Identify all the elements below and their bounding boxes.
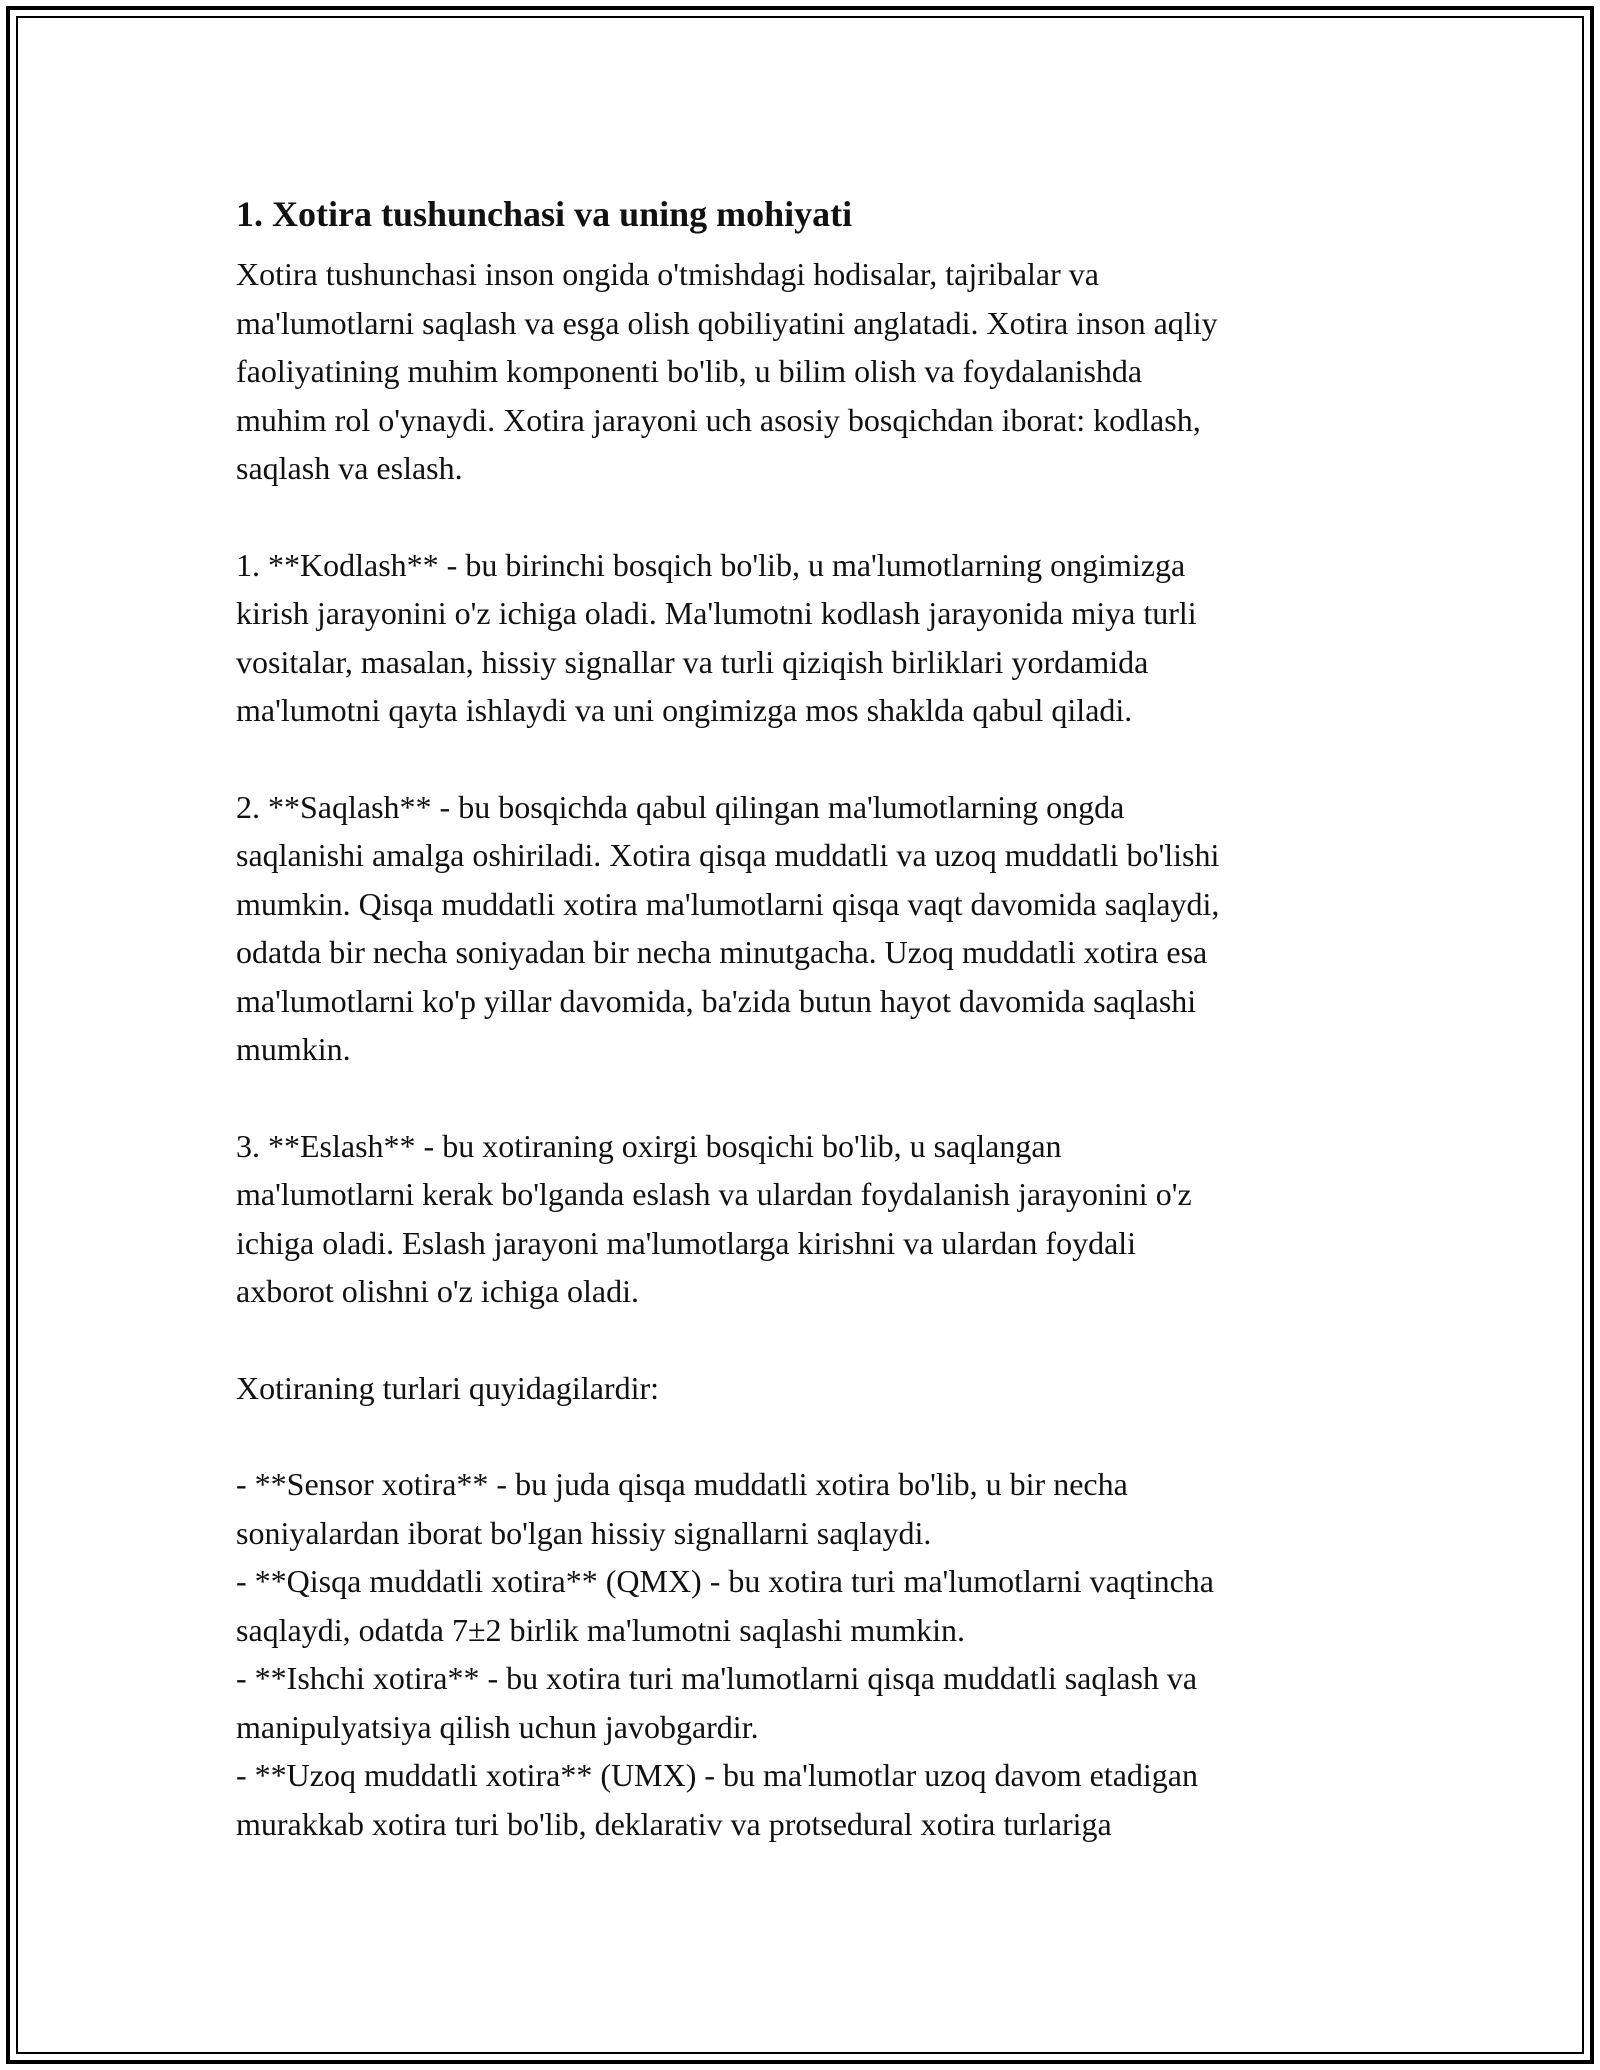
stage-paragraph-kodlash: 1. **Kodlash** - bu birinchi bosqich bo'lib, u ma'lumotlarning ongimizga kirish jarayonini o'z ichiga oladi. Ma'lumotni kodlash jarayonida miya turli vositalar, masalan, hissiy signallar va turli qiziqish birliklari yordamida ma'lumotni qayta ishlaydi va uni ongimizga mos shaklda qabul qiladi.	[236, 546, 1197, 728]
list-item: - **Uzoq muddatli xotira** (UMX) - bu ma'lumotlar uzoq davom etadigan murakkab xotira turi bo'lib, deklarativ va protsedural xotira turlariga	[236, 1757, 1198, 1842]
list-item: - **Qisqa muddatli xotira** (QMX) - bu xotira turi ma'lumotlarni vaqtincha saqlaydi, odatda 7±2 birlik ma'lumotni saqlashi mumkin.	[236, 1563, 1214, 1648]
intro-paragraph: Xotira tushunchasi inson ongida o'tmishdagi hodisalar, tajribalar va ma'lumotlarni saqlash va esga olish qobiliyatini anglatadi. Xotira inson aqliy faoliyatining muhim komponenti bo'lib, u bilim olish va foydalanishda muhim rol o'ynaydi. Xotira jarayoni uch asosiy bosqichdan iborat: kodlash, saqlash va eslash.	[236, 256, 1218, 486]
types-list	[236, 1460, 1376, 1848]
stage-paragraph-eslash: 3. **Eslash** - bu xotiraning oxirgi bosqichi bo'lib, u saqlangan ma'lumotlarni kerak bo'lganda eslash va ulardan foydalanish jarayonini o'z ichiga oladi. Eslash jarayoni ma'lumotlarga kirishni va ulardan foydali axborot olishni o'z ichiga oladi.	[236, 1127, 1192, 1309]
section-heading: 1. Xotira tushunchasi va uning mohiyati	[236, 194, 853, 234]
stage-paragraph-saqlash: 2. **Saqlash** - bu bosqichda qabul qilingan ma'lumotlarning ongda saqlanishi amalga oshiriladi. Xotira qisqa muddatli va uzoq muddatli bo'lishi mumkin. Qisqa muddatli xotira ma'lumotlarni qisqa vaqt davomida saqlaydi, odatda bir necha soniyadan bir necha minutgacha. Uzoq muddatli xotira esa ma'lumotlarni ko'p yillar davomida, ba'zida butun hayot davomida saqlashi mumkin.	[236, 788, 1220, 1067]
document-body	[236, 178, 1376, 1848]
list-item: - **Ishchi xotira** - bu xotira turi ma'lumotlarni qisqa muddatli saqlash va manipulyatsiya qilish uchun javobgardir.	[236, 1660, 1198, 1745]
types-intro: Xotiraning turlari quyidagilardir:	[236, 1369, 659, 1406]
list-item: - **Sensor xotira** - bu juda qisqa muddatli xotira bo'lib, u bir necha soniyalardan iborat bo'lgan hissiy signallarni saqlaydi.	[236, 1466, 1128, 1551]
